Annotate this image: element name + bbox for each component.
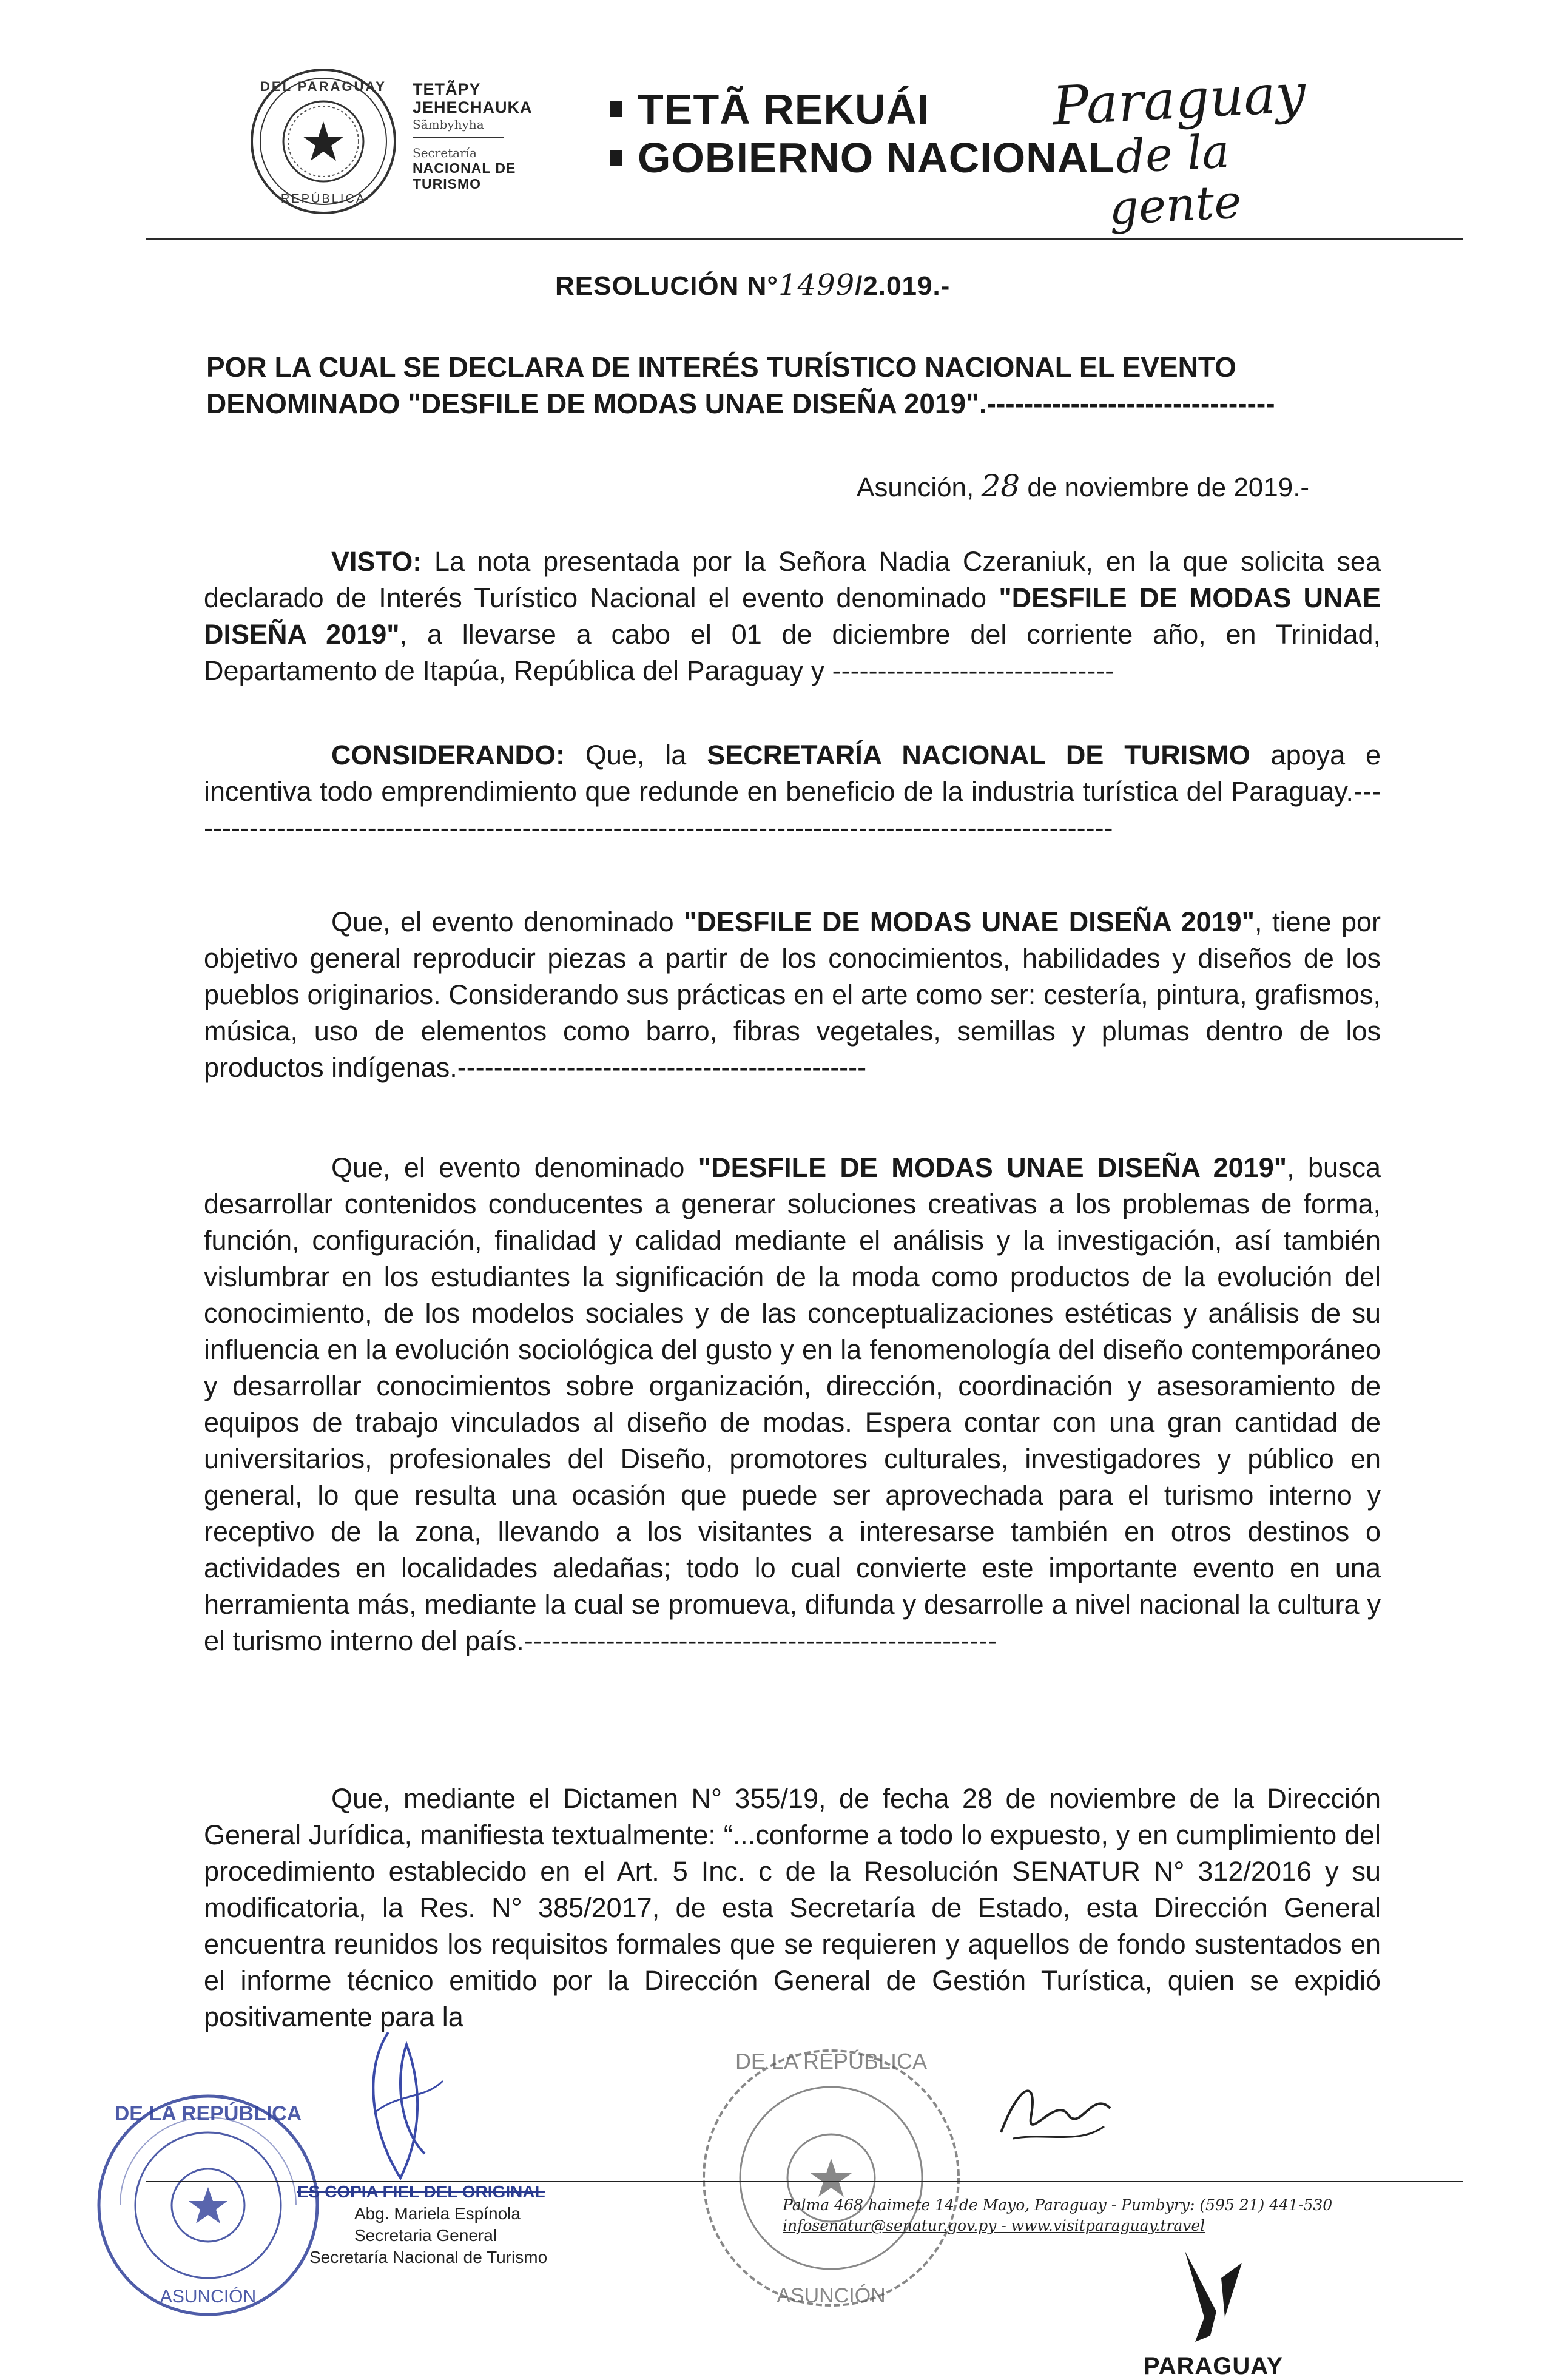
government-name-guarani: TETÃ REKUÁI	[638, 86, 930, 133]
svg-text:ASUNCIÓN: ASUNCIÓN	[160, 2287, 257, 2307]
resolution-title	[555, 268, 950, 302]
footer-divider	[146, 2181, 1463, 2182]
q1-text-a: Que, el evento denominado	[331, 906, 684, 937]
q2-text-b: , busca desarrollar contenidos conducentes a generar soluciones creativas a los problemas de forma, función, configuración, finalidad y calidad mediante el análisis y la investigación, así también vislumbrar en los estudiantes la significación de la moda como productos de la evolución del conocimiento, de los modelos sociales y de las conceptualizaciones estéticas y análisis de su influencia en la evolución sociológica del gusto y en la fenomenología del diseño contemporáneo y desarrollar conocimientos sobre organización, dirección, coordinación y asesoramiento de equipos de trabajo vinculados al diseño de modas. Espera contar con una gran cantidad de universitarios, profesionales del Diseño, promotores culturales, investigadores y público en general, lo que resulta una ocasión que puede ser aprovechada para el turismo interno y receptivo de la zona, llevando a los visitantes a interesarse también en otros destinos o actividades en localidades aledañas; todo lo cual convierte este importante evento en una herramienta más, mediante la cual se promueva, difunda y desarrolle a nivel nacional la cultura y el turismo interno del país.----------------------------------------------------	[204, 1152, 1381, 1656]
visto-label: VISTO:	[331, 546, 422, 577]
brand-slogan-line1: Paraguay	[1051, 61, 1307, 138]
presidency-stamp-center-icon	[679, 2002, 983, 2354]
considerando-text-b: apoya e incentiva todo emprendimiento que redunde en beneficio de la industria turística del Paraguay.-------------------------------------------------------------------------------------------------------	[204, 740, 1381, 843]
signer-institution: Secretaría Nacional de Turismo	[309, 2248, 548, 2267]
secretariat-name-guarani-2: JEHECHAUKA	[413, 98, 533, 116]
brand-slogan-line2: de la gente	[1107, 124, 1243, 235]
q2-text-a: Que, el evento denominado	[331, 1152, 698, 1183]
que-paragraph-3: Que, mediante el Dictamen N° 355/19, de fecha 28 de noviembre de la Dirección General Jurídica, manifiesta textualmente: “...conforme a todo lo expuesto, y en cumplimiento del procedimiento establecido en el Art. 5 Inc. c de la Resolución SENATUR N° 312/2016 y su modificatoria, la Res. N° 385/2017, de esta Secretaría de Estado, esta Dirección General encuentra reunidos los requisitos formales que se requieren y aquellos de fondo sustentados en el informe técnico emitido por la Dirección General de Gestión Turística, quien se expidió positivamente para la	[204, 1783, 1381, 2032]
brand-slogan	[1051, 61, 1307, 235]
secretariat-divider	[413, 137, 504, 138]
que-paragraph-1	[204, 904, 1381, 1086]
contact-address	[783, 2195, 1332, 2236]
contact-email-web: infosenatur@senatur.gov.py - www.visitparaguay.travel	[783, 2217, 1205, 2234]
certified-copy-block	[297, 2181, 547, 2268]
considerando-label: CONSIDERANDO:	[331, 740, 565, 770]
visto-paragraph	[204, 544, 1381, 689]
address-line: Palma 468 haimete 14 de Mayo, Paraguay - Pumbyry: (595 21) 441-530	[783, 2196, 1333, 2214]
secretariat-name-block	[413, 80, 595, 192]
secretariat-name-guarani-3: Sãmbyhyha	[413, 117, 484, 132]
visto-text-a: La nota presentada por la Señora Nadia Czeraniuk, en la que solicita sea declarado de Interés Turístico Nacional el evento denominado	[204, 546, 1381, 613]
visto-text-b: , a llevarse a cabo el 01 de diciembre del corriente año, en Trinidad, Departamento de Itapúa, República del Paraguay y -------------------------------	[204, 619, 1381, 686]
header-divider	[146, 238, 1463, 240]
considerando-org: SECRETARÍA NACIONAL DE TURISMO	[707, 740, 1250, 770]
signature-mark-right	[995, 2060, 1116, 2163]
svg-text:REPÚBLICA: REPÚBLICA	[280, 192, 366, 206]
secretariat-name-spanish-2: NACIONAL DE	[413, 160, 516, 176]
svg-text:DEL PARAGUAY: DEL PARAGUAY	[260, 79, 386, 94]
resolution-suffix: /2.019.-	[855, 271, 951, 301]
government-name-spanish: GOBIERNO NACIONAL	[638, 134, 1115, 181]
national-seal-icon	[248, 66, 399, 217]
secretariat-name-spanish-1: Secretaría	[413, 146, 477, 160]
government-name-block	[610, 85, 1115, 182]
bullet-square-icon	[610, 101, 622, 117]
certified-copy-label: ES COPIA FIEL DEL ORIGINAL	[297, 2182, 545, 2201]
q1-text-b: , tiene por objetivo general reproducir piezas a partir de los conocimientos, habilidades y diseños de los pueblos originarios. Considerando sus prácticas en el arte como ser: cestería, pintura, grafismos, música, uso de elementos como barro, fibras vegetales, semillas y plumas dentro de los productos indígenas.---------------------------------------------	[204, 906, 1381, 1083]
signer-title: Secretaria General	[354, 2226, 497, 2245]
resolution-prefix: RESOLUCIÓN N°	[555, 271, 778, 301]
date-rest: de noviembre de 2019.-	[1027, 473, 1310, 502]
signer-name: Abg. Mariela Espínola	[354, 2204, 521, 2223]
q1-event-name: "DESFILE DE MODAS UNAE DISEÑA 2019"	[684, 906, 1255, 937]
svg-text:DE LA REPÚBLICA: DE LA REPÚBLICA	[114, 2102, 302, 2125]
considerando-paragraph	[204, 737, 1381, 846]
signature-mark-left	[352, 2020, 461, 2202]
considerando-text-a: Que, la	[565, 740, 707, 770]
date-city: Asunción,	[857, 473, 974, 502]
paraguay-logo-word: PARAGUAY	[1143, 2353, 1284, 2379]
q2-event-name: "DESFILE DE MODAS UNAE DISEÑA 2019"	[698, 1152, 1287, 1183]
paraguay-logo	[1134, 2245, 1292, 2380]
resolution-date	[857, 468, 1309, 504]
que-paragraph-2	[204, 1150, 1381, 1659]
date-day: 28	[981, 468, 1020, 504]
secretariat-name-spanish-3: TURISMO	[413, 176, 482, 192]
svg-text:DE LA REPÚBLICA: DE LA REPÚBLICA	[735, 2049, 928, 2074]
svg-text:ASUNCIÓN: ASUNCIÓN	[777, 2284, 886, 2307]
presidency-stamp-icon	[90, 2063, 326, 2348]
secretariat-name-guarani-1: TETÃPY	[413, 80, 481, 98]
visto-event-name: "DESFILE DE MODAS UNAE DISEÑA 2019"	[204, 582, 1381, 650]
resolution-number: 1499	[778, 268, 855, 302]
resolution-heading: POR LA CUAL SE DECLARA DE INTERÉS TURÍSTICO NACIONAL EL EVENTO DENOMINADO "DESFILE DE MODAS UNAE DISEÑA 2019".-------------------------------	[206, 351, 1275, 419]
bullet-square-icon	[610, 150, 622, 166]
paraguay-brand-mark-icon	[1174, 2245, 1253, 2348]
